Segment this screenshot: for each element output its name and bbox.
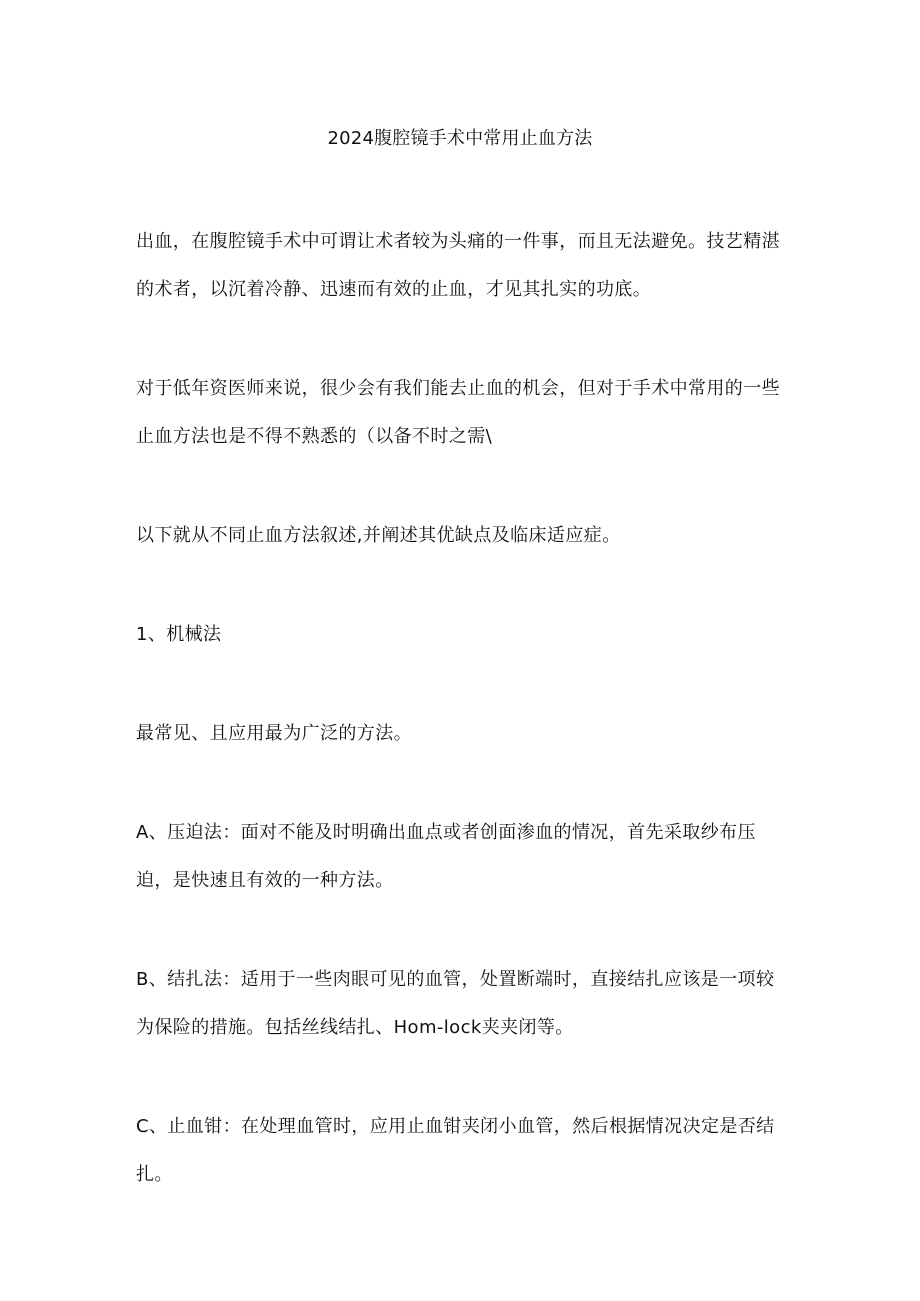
paragraph-ligation: B、结扎法：适用于一些肉眼可见的血管，处置断端时，直接结扎应该是一项较为保险的措施。包括丝线结扎、Hom-lock夹夹闭等。 <box>136 969 775 1038</box>
paragraph-intro: 出血，在腹腔镜手术中可谓让术者较为头痛的一件事，而且无法避免。技艺精湛的术者，以沉着冷静、迅速而有效的止血，才见其扎实的功底。 <box>136 231 780 300</box>
document-title: 2024腹腔镜手术中常用止血方法 <box>327 128 593 149</box>
paragraph-overview: 以下就从不同止血方法叙述,并阐述其优缺点及临床适应症。 <box>136 525 621 546</box>
document-body <box>136 218 786 1250</box>
paragraph-hemostat: C、止血钳：在处理血管时，应用止血钳夹闭小血管，然后根据情况决定是否结扎。 <box>136 1116 775 1185</box>
paragraph-mechanical-summary: 最常见、且应用最为广泛的方法。 <box>136 723 412 744</box>
paragraph-compression: A、压迫法：面对不能及时明确出血点或者创面渗血的情况，首先采取纱布压迫，是快速且有效的一种方法。 <box>136 822 756 891</box>
section-heading-mechanical: 1、机械法 <box>136 624 222 645</box>
paragraph-junior-doctors: 对于低年资医师来说，很少会有我们能去止血的机会，但对于手术中常用的一些止血方法也是不得不熟悉的（以备不时之需\ <box>136 378 780 447</box>
